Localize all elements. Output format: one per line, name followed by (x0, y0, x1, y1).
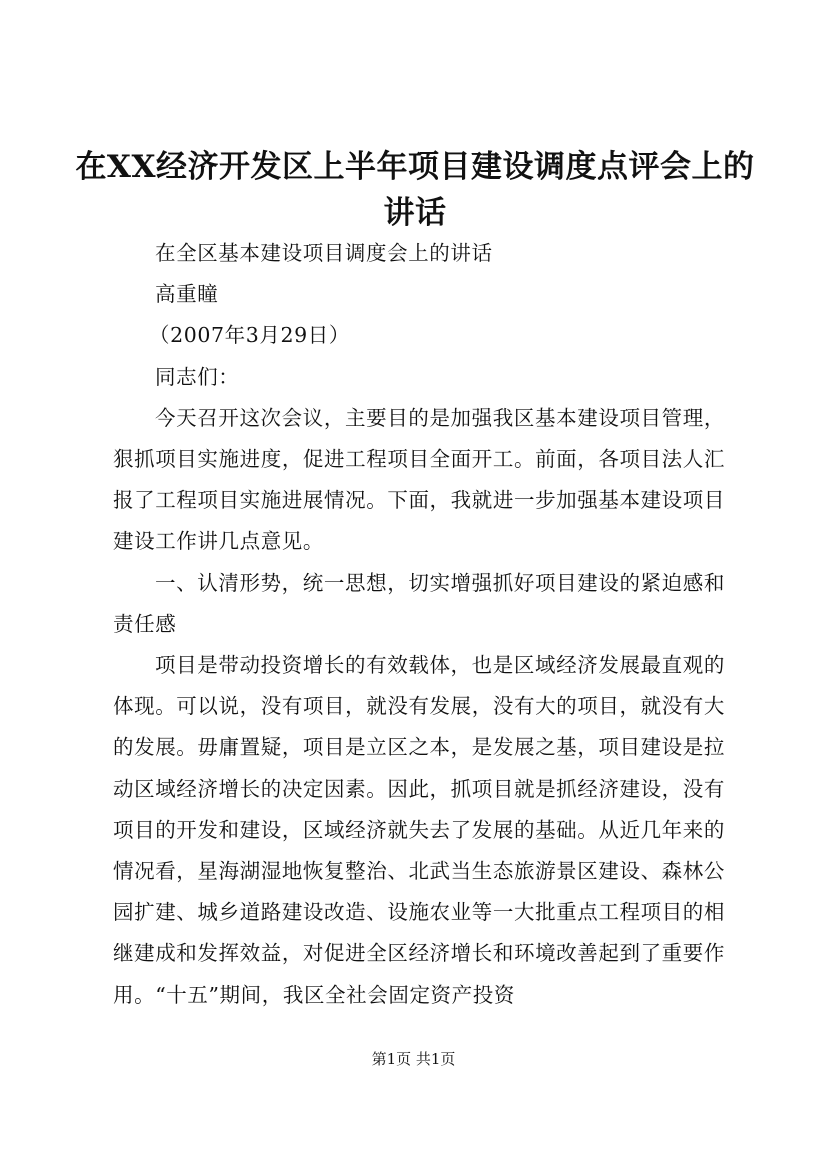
section-heading: 一、认清形势，统一思想，切实增强抓好项目建设的紧迫感和责任感 (113, 570, 725, 636)
body-paragraph: 今天召开这次会议，主要目的是加强我区基本建设项目管理，狠抓项目实施进度，促进工程项目全面开工。前面，各项目法人汇报了工程项目实施进展情况。下面，我就进一步加强基本建设项目建设工作讲几点意见。 (113, 405, 725, 554)
salutation: 同志们： (155, 364, 240, 389)
speaker-name: 高重瞳 (155, 282, 219, 307)
page-number-footer: 第1页 共1页 (371, 1050, 456, 1068)
speech-date: （2007年3月29日） (149, 323, 350, 348)
document-body (113, 233, 725, 1016)
document-title: 在XX经济开发区上半年项目建设调度点评会上的讲话 (75, 149, 755, 231)
body-paragraph: 项目是带动投资增长的有效载体，也是区域经济发展最直观的体现。可以说，没有项目，就没有发展，没有大的项目，就没有大的发展。毋庸置疑，项目是立区之本，是发展之基，项目建设是拉动区域经济增长的决定因素。因此，抓项目就是抓经济建设，没有项目的开发和建设，区域经济就失去了发展的基础。从近几年来的情况看，星海湖湿地恢复整治、北武当生态旅游景区建设、森林公园扩建、城乡道路建设改造、设施农业等一大批重点工程项目的相继建成和发挥效益，对促进全区经济增长和环境改善起到了重要作用。“十五”期间，我区全社会固定资产投资 (113, 653, 725, 1007)
speech-subtitle: 在全区基本建设项目调度会上的讲话 (155, 241, 493, 265)
